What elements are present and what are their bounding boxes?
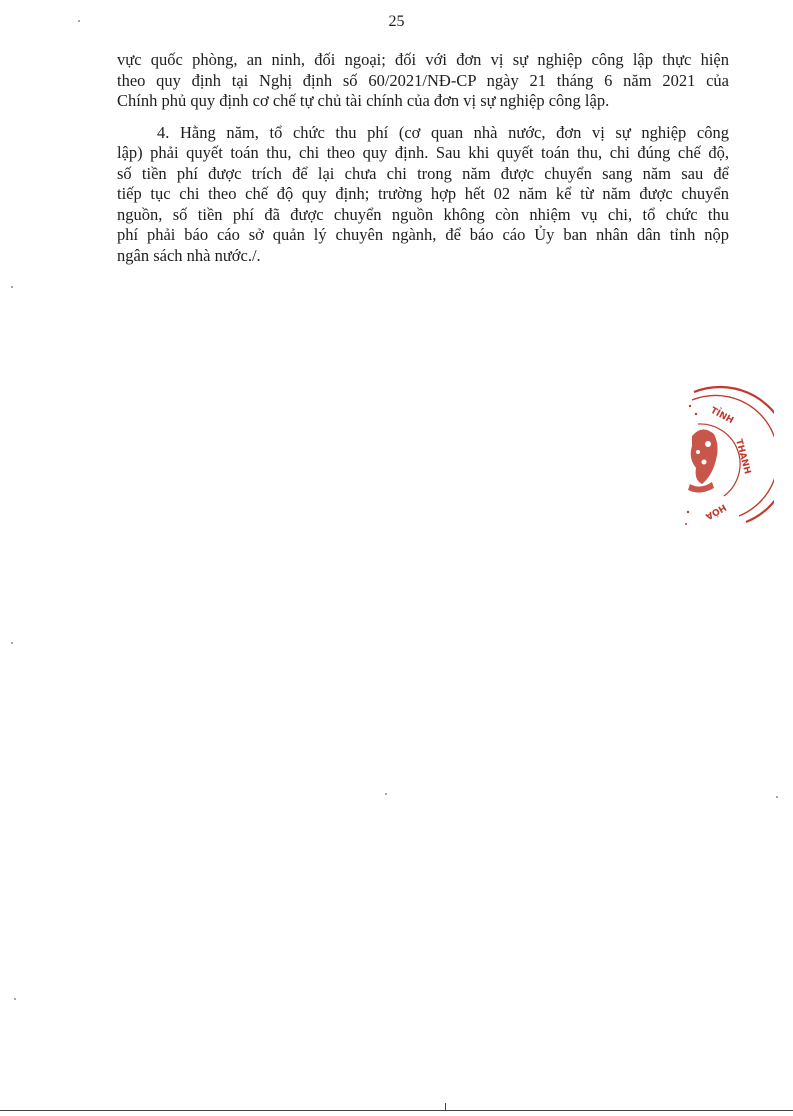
scan-speck	[11, 286, 13, 288]
bottom-border-line	[0, 1110, 793, 1111]
paragraph-continuation	[117, 50, 729, 112]
svg-text:THANH: THANH	[733, 438, 753, 476]
bottom-center-tick	[445, 1103, 446, 1111]
svg-text:TỈNH: TỈNH	[708, 405, 735, 427]
text-line: số tiền phí được trích để lại chưa chi trong năm được chuyển sang năm sau để	[117, 163, 729, 183]
text-line-content: 4. Hằng năm, tổ chức thu phí (cơ quan nhà nước, đơn vị sự nghiệp công	[157, 122, 729, 142]
scan-speck	[385, 793, 387, 795]
page-number: 25	[388, 13, 405, 30]
text-line: tiếp tục chi theo chế độ quy định; trường hợp hết 02 năm kể từ năm được chuyển	[117, 184, 729, 203]
text-line: phí phải báo cáo sở quản lý chuyên ngành, để báo cáo Ủy ban nhân dân tỉnh nộp	[117, 225, 729, 244]
scan-speck	[14, 998, 16, 1000]
paragraph-item-4	[117, 123, 729, 267]
scan-speck	[11, 642, 13, 644]
svg-text:HÓA: HÓA	[703, 501, 728, 522]
scan-speck	[78, 20, 80, 22]
scan-speck	[776, 796, 778, 798]
text-line: nguồn, số tiền phí đã được chuyển nguồn không còn nhiệm vụ chi, tổ chức thu	[117, 204, 729, 224]
text-line: vực quốc phòng, an ninh, đối ngoại; đối với đơn vị sự nghiệp công lập thực hiện	[117, 50, 729, 69]
official-seal	[684, 384, 774, 534]
text-line: theo quy định tại Nghị định số 60/2021/NĐ-CP ngày 21 tháng 6 năm 2021 của	[117, 70, 729, 90]
text-line: lập) phải quyết toán thu, chi theo quy định. Sau khi quyết toán thu, chi đúng chế độ,	[117, 143, 729, 162]
text-line	[117, 123, 729, 144]
seal-emblem	[688, 429, 718, 492]
text-line: ngân sách nhà nước./.	[117, 245, 261, 265]
document-body	[117, 50, 729, 277]
text-line: Chính phủ quy định cơ chế tự chủ tài chính của đơn vị sự nghiệp công lập.	[117, 91, 610, 110]
